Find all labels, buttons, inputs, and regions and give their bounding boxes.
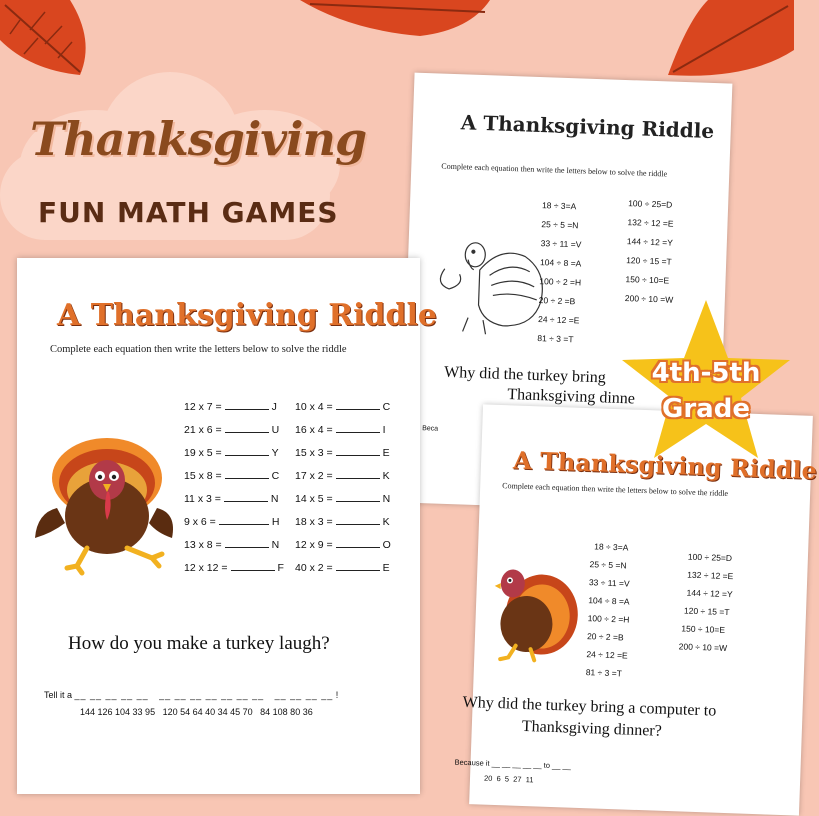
equation-row: 100 ÷ 25=D <box>687 551 733 564</box>
page-subtitle: FUN MATH GAMES <box>38 196 339 229</box>
equation-row: 18 ÷ 3=A <box>541 200 577 212</box>
equation-row: 15 x 8 = C <box>184 470 280 482</box>
turkey-outline-illustration <box>427 228 551 342</box>
equation-row: 81 ÷ 3 =T <box>585 667 623 679</box>
equation-row: 33 ÷ 11 =V <box>540 238 582 250</box>
equation-row: 104 ÷ 8 =A <box>539 257 582 269</box>
equation-row: 11 x 3 = N <box>184 493 279 505</box>
worksheet-title: A Thanksgiving Riddle <box>57 298 437 333</box>
equation-row: 104 ÷ 8 =A <box>588 595 630 607</box>
equation-row: 25 ÷ 5 =N <box>541 219 579 231</box>
worksheet-title: A Thanksgiving Riddle <box>460 110 715 144</box>
equation-row: 24 ÷ 12 =E <box>537 314 580 326</box>
worksheet-instructions: Complete each equation then write the letters below to solve the riddle <box>441 161 668 179</box>
equation-row: 144 ÷ 12 =Y <box>686 587 733 600</box>
equation-row: 21 x 6 = U <box>184 424 280 436</box>
equation-row: 144 ÷ 12 =Y <box>626 236 674 248</box>
equation-row: 100 ÷ 2 =H <box>539 276 582 288</box>
riddle-answer-numbers: 144 126 104 33 95 120 54 64 40 34 45 70 84 108 80 36 <box>80 707 313 717</box>
autumn-leaf-icon <box>0 0 100 80</box>
equation-row: 10 x 4 = C <box>295 401 391 413</box>
riddle-answer-prefix: Beca <box>422 425 439 433</box>
equation-row: 16 x 4 = I <box>295 424 386 436</box>
turkey-illustration <box>27 428 177 578</box>
equation-row: 20 ÷ 2 =B <box>586 631 624 643</box>
equation-row: 9 x 6 = H <box>184 516 280 528</box>
autumn-leaf-icon <box>668 0 794 80</box>
equation-row: 150 ÷ 10=E <box>681 623 726 635</box>
riddle-question: Why did the turkey bring a computer to <box>462 693 717 720</box>
equation-row: 100 ÷ 2 =H <box>587 613 630 625</box>
equation-row: 33 ÷ 11 =V <box>588 577 630 589</box>
page-title: Thanksgiving <box>30 112 367 166</box>
equation-row: 25 ÷ 5 =N <box>589 559 627 571</box>
turkey-illustration <box>470 552 584 666</box>
equation-row: 120 ÷ 15 =T <box>683 605 730 618</box>
riddle-question: Thanksgiving dinner? <box>521 717 663 740</box>
equation-row: 12 x 12 = F <box>184 562 284 574</box>
equation-row: 17 x 2 = K <box>295 470 390 482</box>
grade-badge-line1: 4th-5th <box>651 358 761 388</box>
equation-row: 132 ÷ 12 =E <box>687 569 734 582</box>
equation-row: 18 x 3 = K <box>295 516 390 528</box>
equation-row: 15 x 3 = E <box>295 447 390 459</box>
equation-row: 200 ÷ 10 =W <box>624 293 674 305</box>
equation-row: 150 ÷ 10=E <box>625 274 670 286</box>
riddle-answer-line: Because it __ __ __ __ __ to __ __ <box>454 757 572 771</box>
equation-row: 40 x 2 = E <box>295 562 390 574</box>
equation-row: 12 x 7 = J <box>184 401 277 413</box>
riddle-question: How do you make a turkey laugh? <box>68 633 330 654</box>
riddle-question: Why did the turkey bring <box>443 363 607 387</box>
equation-row: 24 ÷ 12 =E <box>586 649 628 661</box>
worksheet-instructions: Complete each equation then write the letters below to solve the riddle <box>50 344 347 355</box>
equation-row: 18 ÷ 3=A <box>594 541 629 553</box>
worksheet-preview-bottom <box>454 404 818 815</box>
equation-row: 12 x 9 = O <box>295 539 391 551</box>
equation-row: 19 x 5 = Y <box>184 447 279 459</box>
equation-row: 20 ÷ 2 =B <box>538 295 576 307</box>
equation-row: 100 ÷ 25=D <box>628 198 673 210</box>
equation-row: 81 ÷ 3 =T <box>537 333 574 345</box>
riddle-answer-numbers: 20 6 5 27 11 <box>483 773 534 785</box>
equation-row: 120 ÷ 15 =T <box>626 255 672 267</box>
riddle-question: Thanksgiving dinne <box>507 386 636 408</box>
equation-row: 132 ÷ 12 =E <box>627 217 674 229</box>
riddle-answer-line: Tell it a __ __ __ __ __ __ __ __ __ __ __ __ __ __ __ __ ! <box>44 690 339 700</box>
equation-row: 200 ÷ 10 =W <box>678 641 728 654</box>
equation-row: 14 x 5 = N <box>295 493 391 505</box>
autumn-leaf-icon <box>300 0 500 40</box>
equation-row: 13 x 8 = N <box>184 539 280 551</box>
worksheet-title: A Thanksgiving Riddle <box>512 445 818 486</box>
grade-badge-line2: Grade <box>662 394 750 424</box>
worksheet-instructions: Complete each equation then write the letters below to solve the riddle <box>502 481 729 498</box>
